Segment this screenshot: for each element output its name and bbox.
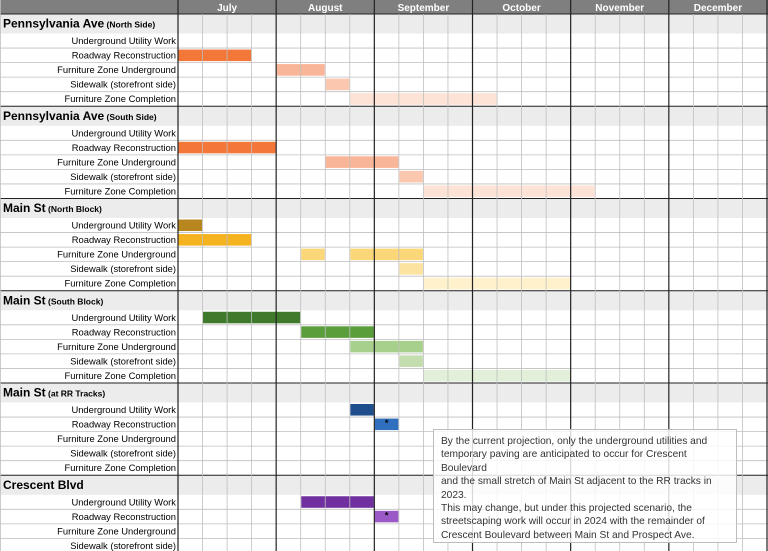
task-bar: [399, 171, 423, 183]
month-label: November: [595, 3, 645, 14]
task-bar: [179, 234, 252, 246]
month-label: August: [308, 3, 343, 14]
task-label: Furniture Zone Underground: [57, 248, 176, 260]
task-bar: [179, 50, 252, 62]
note-line: and the small stretch of Main St adjacent to the RR tracks in 2023.: [441, 476, 712, 501]
task-bar: [350, 341, 423, 353]
note-line: temporary paving are anticipated to occur for Crescent Boulevard: [441, 449, 687, 474]
month-label: October: [502, 3, 541, 14]
task-label: Roadway Reconstruction: [71, 141, 176, 153]
task-label: Furniture Zone Completion: [64, 185, 176, 197]
section-band: [0, 291, 768, 311]
task-bar: [399, 263, 423, 275]
task-label: Furniture Zone Underground: [57, 433, 176, 445]
task-label: Sidewalk (storefront side): [70, 539, 176, 551]
task-label: Underground Utility Work: [71, 404, 176, 415]
bar-marker: *: [384, 418, 389, 429]
task-bar: [326, 156, 399, 168]
month-label: December: [693, 3, 743, 14]
note-line: This may change, but under this projected scenario, the: [441, 503, 692, 515]
task-label: Roadway Reconstruction: [71, 49, 176, 61]
task-bar: [350, 404, 374, 416]
month-label: July: [217, 3, 238, 14]
section-band: [0, 199, 768, 219]
section-title: Crescent Blvd: [3, 477, 84, 492]
month-label: September: [397, 3, 450, 14]
task-label: Sidewalk (storefront side): [70, 447, 176, 459]
task-label: Underground Utility Work: [71, 496, 176, 508]
task-bar: [301, 326, 374, 338]
bar-marker: *: [384, 510, 389, 521]
task-label: Underground Utility Work: [71, 127, 176, 139]
task-label: Furniture Zone Completion: [64, 277, 176, 289]
task-label: Furniture Zone Underground: [57, 340, 176, 352]
note-line: streetscaping work will occur in 2024 with the remainder of: [441, 516, 705, 528]
task-label: Roadway Reconstruction: [71, 418, 176, 430]
section-band: [0, 383, 768, 403]
task-label: Sidewalk (storefront side): [70, 78, 176, 90]
task-bar: [326, 79, 350, 91]
task-label: Sidewalk (storefront side): [70, 355, 176, 367]
task-label: Sidewalk (storefront side): [70, 170, 176, 182]
task-label: Furniture Zone Completion: [64, 369, 176, 381]
section-title: Main St (South Block): [3, 293, 104, 308]
section-title: Pennsylvania Ave (North Side): [3, 16, 156, 31]
task-label: Underground Utility Work: [71, 35, 176, 46]
header-band: [0, 0, 768, 14]
task-label: Roadway Reconstruction: [71, 510, 176, 522]
task-label: Furniture Zone Completion: [64, 462, 176, 474]
task-bar: [301, 249, 325, 261]
note-line: By the current projection, only the underground utilities and: [441, 436, 708, 447]
task-label: Roadway Reconstruction: [71, 234, 176, 246]
task-bar: [399, 355, 423, 367]
task-bar: [179, 220, 203, 232]
section-title: Main St (at RR Tracks): [3, 385, 106, 400]
task-bar: [424, 185, 595, 197]
task-bar: [301, 496, 374, 508]
task-label: Underground Utility Work: [71, 219, 176, 231]
projection-note: [433, 429, 737, 543]
task-bar: [350, 249, 423, 261]
section-title: Main St (North Block): [3, 201, 102, 215]
section-title: Pennsylvania Ave (South Side): [3, 108, 157, 123]
task-label: Furniture Zone Underground: [57, 525, 176, 537]
note-line: Crescent Boulevard between Main St and Prospect Ave.: [441, 529, 695, 541]
task-label: Roadway Reconstruction: [71, 326, 176, 338]
task-label: Underground Utility Work: [71, 311, 176, 323]
task-label: Furniture Zone Underground: [57, 64, 176, 76]
task-label: Furniture Zone Underground: [57, 156, 176, 168]
task-label: Furniture Zone Completion: [64, 93, 176, 105]
task-label: Sidewalk (storefront side): [70, 263, 176, 275]
